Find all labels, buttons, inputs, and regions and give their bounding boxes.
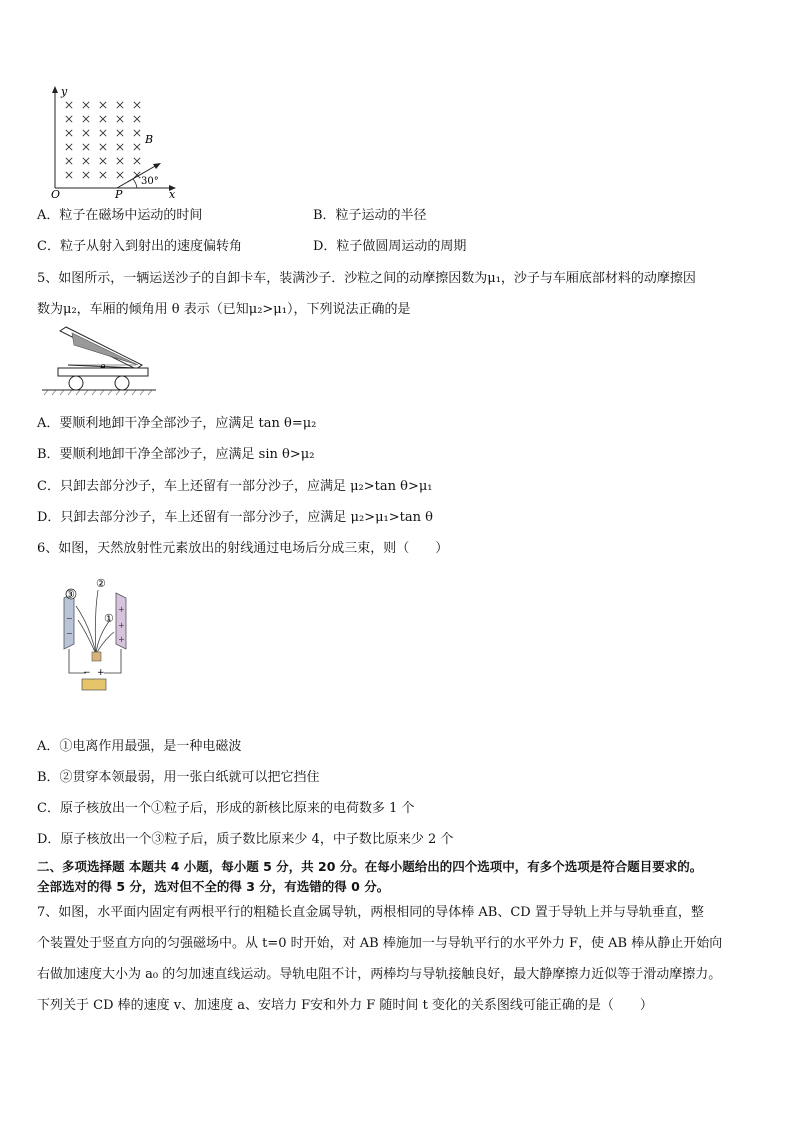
dump-truck-figure <box>38 325 158 397</box>
svg-text:+: + <box>118 635 125 644</box>
q6-option-b: B．②贯穿本领最弱，用一张白纸就可以把它挡住 <box>37 770 320 785</box>
q7-stem-line1: 7、如图，水平面内固定有两根平行的粗糙长直金属导轨，两根相同的导体棒 AB、CD 置于导轨上并与导轨垂直，整 <box>37 905 704 920</box>
battery-minus: − <box>83 668 91 678</box>
q5-option-a: A．要顺利地卸干净全部沙子，应满足 tan θ=μ₂ <box>37 416 317 431</box>
q6-option-d: D．原子核放出一个③粒子后，质子数比原来少 4，中子数比原来少 2 个 <box>37 832 454 847</box>
q7-stem-line3: 右做加速度大小为 a₀ 的匀加速直线运动。导轨电阻不计，两棒均与导轨接触良好，最大静摩擦力近似等于滑动摩擦力。 <box>37 967 722 982</box>
q6-option-a: A．①电离作用最强，是一种电磁波 <box>37 739 242 754</box>
q4-option-c: C．粒子从射入到射出的速度偏转角 <box>37 239 242 254</box>
q5-stem-line1: 5、如图所示，一辆运送沙子的自卸卡车，装满沙子．沙粒之间的动摩擦因数为μ₁，沙子与车厢底部材料的动摩擦因 <box>37 271 696 286</box>
svg-text:−: − <box>66 614 73 623</box>
y-axis-label: y <box>61 85 68 98</box>
origin-label: O <box>51 188 61 200</box>
q6-stem: 6、如图，天然放射性元素放出的射线通过电场后分成三束，则（ ） <box>37 541 449 556</box>
q4-option-d: D．粒子做圆周运动的周期 <box>313 239 467 254</box>
q5-option-b: B．要顺利地卸干净全部沙子，应满足 sin θ>μ₂ <box>37 447 315 462</box>
section2-heading-line2: 全部选对的得 5 分，选对但不全的得 3 分，有选错的得 0 分。 <box>37 879 390 894</box>
q4-option-a: A．粒子在磁场中运动的时间 <box>37 208 203 223</box>
q6-option-c: C．原子核放出一个①粒子后，形成的新核比原来的电荷数多 1 个 <box>37 801 415 816</box>
q7-stem-line4: 下列关于 CD 棒的速度 v、加速度 a、安培力 F安和外力 F 随时间 t 变化的关系图线可能正确的是（ ） <box>37 998 653 1013</box>
battery-plus: + <box>97 668 105 678</box>
angle-label: 30° <box>141 176 159 187</box>
radiation-figure <box>54 576 144 694</box>
q5-stem-line2: 数为μ₂，车厢的倾角用 θ 表示（已知μ₂>μ₁），下列说法正确的是 <box>37 302 411 317</box>
x-axis-label: x <box>169 188 176 200</box>
q5-option-c: C．只卸去部分沙子，车上还留有一部分沙子，应满足 μ₂>tan θ>μ₁ <box>37 479 433 494</box>
svg-text:+: + <box>118 621 125 630</box>
ray-label-1: ① <box>104 612 114 625</box>
magnetic-field-figure <box>45 84 180 200</box>
ray-label-2: ② <box>96 577 106 590</box>
svg-text:−: − <box>66 629 73 638</box>
q5-option-d: D．只卸去部分沙子，车上还留有一部分沙子，应满足 μ₂>μ₁>tan θ <box>37 510 433 525</box>
q7-stem-line2: 个装置处于竖直方向的匀强磁场中。从 t=0 时开始，对 AB 棒施加一与导轨平行的水平外力 F，使 AB 棒从静止开始向 <box>37 936 723 951</box>
section2-heading-line1: 二、多项选择题 本题共 4 小题，每小题 5 分，共 20 分。在每小题给出的四个选项中，有多个选项是符合题目要求的。 <box>37 859 703 874</box>
ray-label-3: ③ <box>65 588 75 601</box>
point-p-label: P <box>115 188 123 200</box>
svg-text:+: + <box>118 605 125 614</box>
q4-option-b: B．粒子运动的半径 <box>313 208 427 223</box>
point-b-label: B <box>145 133 154 146</box>
